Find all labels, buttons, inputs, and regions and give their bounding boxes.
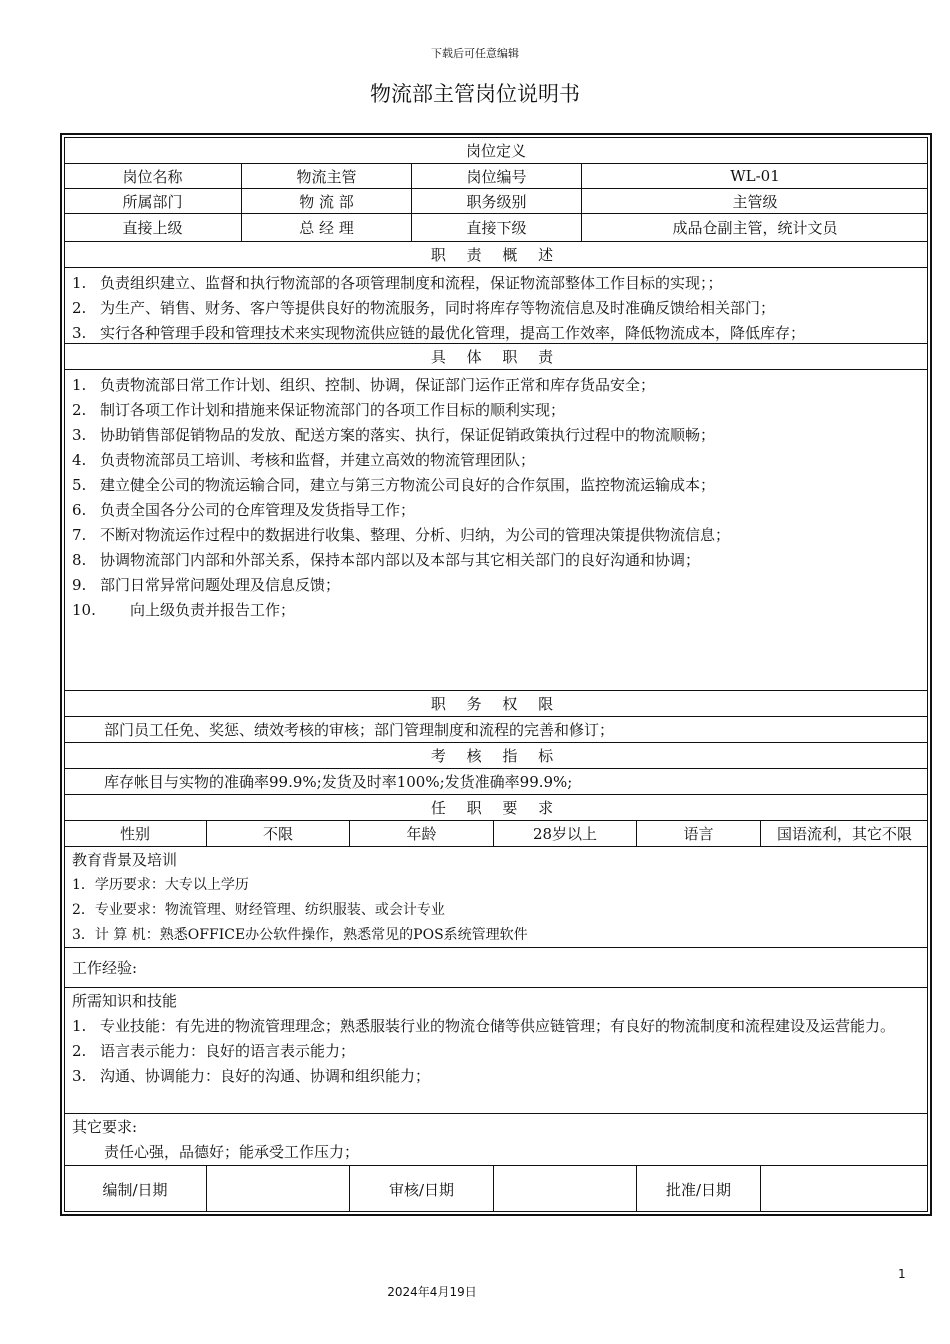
overview-list: [64, 268, 928, 344]
authority-heading: 职 务 权 限: [64, 691, 928, 717]
gender-label: 性别: [119, 825, 150, 843]
top-note: 下载后可任意编辑: [431, 47, 519, 60]
definition-row-3: [64, 214, 928, 242]
language-label: 语言: [636, 821, 760, 846]
department-label: 所属部门: [122, 192, 183, 211]
reviewed-by-value: [493, 1166, 636, 1212]
approved-by-label: 批准/日期: [636, 1166, 760, 1212]
age-value: 28岁以上: [493, 821, 636, 846]
authority-text: 部门员工任免、奖惩、绩效考核的审核；部门管理制度和流程的完善和修订；: [64, 717, 928, 743]
footer-date: 2024年4月19日: [387, 1285, 477, 1299]
basic-requirements-row: [64, 821, 928, 847]
duties-list: [64, 370, 928, 691]
position-name-label: 岗位名称: [122, 167, 183, 186]
duty-item: 3. 协助销售部促销物品的发放、配送方案的落实、执行，保证促销政策执行过程中的物流顺畅；: [72, 426, 716, 444]
education-title: 教育背景及培训: [72, 851, 178, 869]
job-level-label: 职务级别: [411, 189, 581, 213]
duty-item: 4. 负责物流部员工培训、考核和监督，并建立高效的物流管理团队；: [72, 451, 536, 469]
experience-label: 工作经验:: [72, 959, 138, 977]
experience-block: [64, 948, 928, 988]
duty-item: 6. 负责全国各分公司的仓库管理及发货指导工作；: [72, 501, 416, 519]
department-value: 物 流 部: [241, 189, 411, 213]
overview-item: 2. 为生产、销售、财务、客户等提供良好的物流服务，同时将库存等物流信息及时准确反馈给相关部门；: [72, 299, 776, 317]
duty-item: 8. 协调物流部门内部和外部关系，保持本部内部以及本部与其它相关部门的良好沟通和协调；: [72, 551, 701, 569]
other-requirements-block: [64, 1114, 928, 1166]
requirements-heading: 任 职 要 求: [64, 795, 928, 821]
skill-item: 2. 语言表示能力：良好的语言表示能力；: [72, 1042, 356, 1060]
subordinate-label: 直接下级: [411, 214, 581, 241]
overview-item: 1. 负责组织建立、监督和执行物流部的各项管理制度和流程，保证物流部整体工作目标的实现；；: [72, 274, 723, 292]
gender-value: 不限: [206, 821, 349, 846]
superior-label: 直接上级: [122, 219, 183, 237]
skills-block: [64, 988, 928, 1114]
other-requirements-text: 责任心强，品德好；能承受工作压力；: [104, 1143, 360, 1161]
other-requirements-title: 其它要求:: [72, 1118, 138, 1136]
duty-item: 1. 负责物流部日常工作计划、组织、控制、协调，保证部门运作正常和库存货品安全；: [72, 376, 656, 394]
duties-heading: 具 体 职 责: [64, 344, 928, 370]
skill-item: 1. 专业技能：有先进的物流管理理念；熟悉服装行业的物流仓储等供应链管理；有良好的物流制度和流程建设及运营能力。: [72, 1017, 896, 1035]
education-item: 3．计 算 机：熟悉OFFICE办公软件操作，熟悉常见的POS系统管理软件: [72, 927, 528, 943]
kpi-text: 库存帐目与实物的准确率99.9%;发货及时率100%;发货准确率99.9%;: [64, 769, 928, 795]
position-code-value: WL-01: [581, 164, 928, 188]
definition-row-2: [64, 189, 928, 214]
kpi-heading: 考 核 指 标: [64, 743, 928, 769]
skill-item: 3. 沟通、协调能力：良好的沟通、协调和组织能力；: [72, 1067, 431, 1085]
duty-item: 2. 制订各项工作计划和措施来保证物流部门的各项工作目标的顺利实现；: [72, 401, 566, 419]
approved-by-value: [760, 1166, 928, 1212]
superior-value: 总 经 理: [241, 214, 411, 241]
page-number: 1: [898, 1267, 906, 1281]
skills-title: 所需知识和技能: [72, 992, 178, 1010]
signoff-row: [64, 1166, 928, 1212]
prepared-by-value: [206, 1166, 349, 1212]
education-block: [64, 847, 928, 948]
language-value: 国语流利，其它不限: [760, 821, 928, 846]
definition-row-1: [64, 164, 928, 189]
overview-item: 3. 实行各种管理手段和管理技术来实现物流供应链的最优化管理，提高工作效率，降低物流成本，降低库存；: [72, 324, 806, 342]
education-item: 1．学历要求：大专以上学历: [72, 877, 249, 893]
document-title: 物流部主管岗位说明书: [370, 82, 580, 106]
reviewed-by-label: 审核/日期: [349, 1166, 493, 1212]
position-code-label: 岗位编号: [411, 164, 581, 188]
age-label: 年龄: [349, 821, 493, 846]
duty-item: 7. 不断对物流运作过程中的数据进行收集、整理、分析、归纳，为公司的管理决策提供物流信息；: [72, 526, 731, 544]
duty-item: 9. 部门日常异常问题处理及信息反馈；: [72, 576, 341, 594]
job-level-value: 主管级: [581, 189, 928, 213]
duty-item: 10. 向上级负责并报告工作；: [72, 601, 296, 619]
education-item: 2．专业要求：物流管理、财经管理、纺织服装、或会计专业: [72, 902, 445, 918]
definition-heading: 岗位定义: [64, 138, 928, 164]
subordinate-value: 成品仓副主管，统计文员: [581, 214, 928, 241]
duty-item: 5. 建立健全公司的物流运输合同，建立与第三方物流公司良好的合作氛围，监控物流运输成本；: [72, 476, 716, 494]
overview-heading: 职 责 概 述: [64, 242, 928, 268]
position-name-value: 物流主管: [241, 164, 411, 188]
prepared-by-label: 编制/日期: [102, 1180, 168, 1199]
